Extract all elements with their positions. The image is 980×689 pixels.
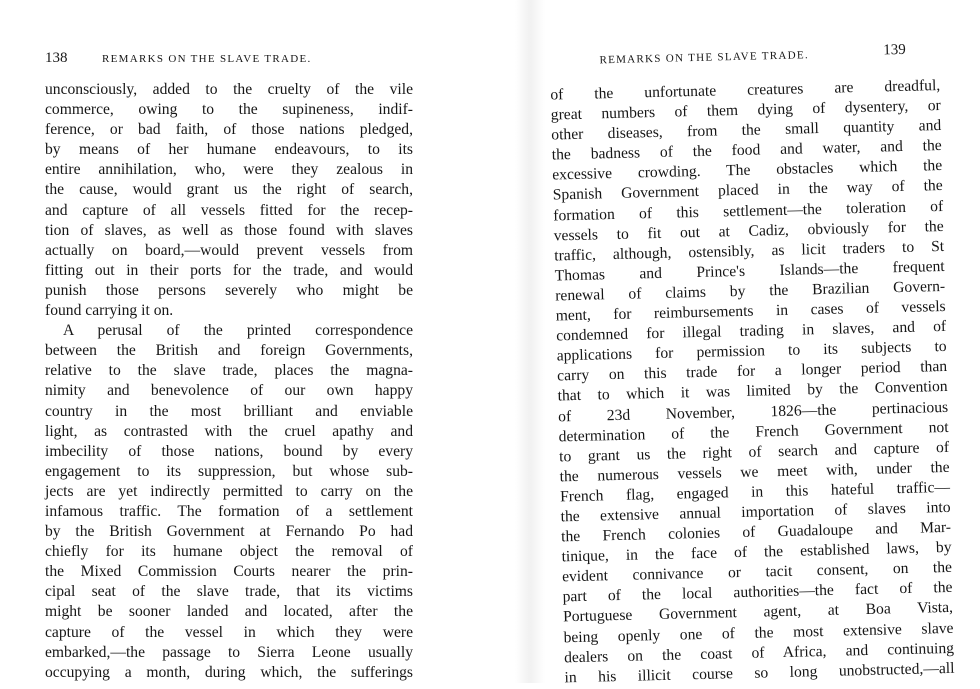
text-line: the extensive annual importation of slaves into (560, 498, 951, 526)
page-number-left: 138 (45, 50, 68, 66)
text-line: the French colonies of Guadaloupe and Mar- (560, 518, 952, 546)
text-line: jects are yet indirectly permitted to carry on the (45, 482, 413, 500)
text-line: determination of the French Government not (558, 418, 949, 446)
text-line: part of the local authorities—the fact of the (562, 579, 953, 606)
text-line: French flag, engaged in this hateful traffic— (559, 478, 951, 506)
text-line: found carrying it on. (45, 302, 174, 320)
text-line: Thomas and Prince's Islands—the frequent (554, 257, 945, 285)
text-line: of 23d November, 1826—the pertinacious (557, 398, 949, 425)
text-line: unconsciously, added to the cruelty of the vile (45, 81, 413, 98)
text-line: carry on this trade for a longer period than (556, 358, 948, 385)
text-line: might be sooner landed and located, after the (45, 603, 413, 621)
text-line: nimity and benevolence of our own happy (45, 382, 413, 400)
page-number-right: 139 (883, 41, 907, 59)
running-head-left: REMARKS ON THE SLAVE TRADE. (102, 53, 312, 65)
text-line: by means of her humane endeavours, to its (45, 141, 413, 159)
text-line: ference, or bad faith, of those nations pledged, (45, 121, 413, 139)
text-line: actually on board,—would prevent vessels from (45, 241, 413, 259)
text-line: dealers on the coast of Africa, and continuing (563, 639, 955, 666)
text-line: tion of slaves, as well as those found with slaves (45, 221, 413, 239)
text-line: A perusal of the printed correspondence (63, 322, 413, 340)
text-line: the badness of the food and water, and the (551, 137, 942, 164)
body-text-right (550, 76, 955, 688)
text-line: that to which it was limited by the Convention (557, 378, 948, 405)
text-line: in his illicit course so long unobstructed,—all (564, 659, 955, 687)
text-line: commerce, owing to the supineness, indif- (45, 101, 413, 119)
text-line: great numbers of them dying of dysentery, or (550, 97, 941, 124)
text-line: applications for permission to its subjects to (556, 338, 947, 365)
body-text-left (45, 80, 413, 683)
text-line: infamous traffic. The formation of a settlement (45, 502, 413, 520)
text-line: the numerous vessels we meet with, under the (559, 458, 950, 486)
text-line: traffic, although, ostensibly, as licit traders to St (554, 237, 945, 265)
text-line: chiefly for its humane object the removal of (45, 543, 413, 561)
text-line: and capture of all vessels fitted for the recep- (45, 201, 413, 219)
text-line: tinique, in the face of the established laws, by (561, 539, 952, 566)
text-line: engagement to its suppression, but whose sub- (45, 462, 413, 480)
text-line: other diseases, from the small quantity and (551, 117, 942, 144)
text-line: country in the most brilliant and enviable (45, 402, 413, 420)
text-line: cipal seat of the slave trade, that its victims (45, 583, 413, 601)
text-line: imbecility of those nations, bound by every (45, 442, 413, 460)
text-line: condemned for illegal trading in slaves, and of (556, 318, 947, 345)
text-line: evident connivance or tacit consent, on the (561, 559, 953, 586)
text-line: being openly one of the most extensive slave (563, 619, 954, 646)
text-line: between the British and foreign Governments, (45, 342, 413, 360)
text-line: occupying a month, during which, the sufferings (45, 663, 413, 681)
text-line: the Mixed Commission Courts nearer the prin- (45, 563, 413, 581)
text-line: Spanish Government placed in the way of the (552, 177, 943, 204)
text-line: of the unfortunate creatures are dreadful, (550, 77, 941, 104)
text-line: by the British Government at Fernando Po had (45, 523, 413, 541)
text-line: to grant us the right of search and capture of (558, 438, 950, 466)
book-gutter (515, 0, 545, 683)
text-line: entire annihilation, who, were they zealous in (45, 161, 413, 179)
text-line: renewal of claims by the Brazilian Govern- (555, 277, 946, 305)
text-line: fitting out in their ports for the trade, and would (45, 261, 413, 279)
text-line: formation of this settlement—the toleration of (553, 197, 944, 225)
text-line: light, as contrasted with the cruel apathy and (45, 422, 413, 440)
text-line: Portuguese Government agent, at Boa Vista, (562, 599, 954, 626)
text-line: capture of the vessel in which they were (45, 623, 413, 641)
text-line: vessels to fit out at Cadiz, obviously for the (553, 217, 944, 245)
text-line: the cause, would grant us the right of search, (45, 181, 413, 199)
text-line: ment, for reimbursements in cases of vessels (555, 297, 946, 325)
running-head-right: REMARKS ON THE SLAVE TRADE. (599, 49, 810, 67)
text-line: embarked,—the passage to Sierra Leone usually (45, 643, 413, 661)
text-line: punish those persons severely who might be (45, 281, 413, 299)
text-line: excessive crowding. The obstacles which the (552, 157, 943, 184)
text-line: relative to the slave trade, places the magna- (45, 362, 413, 380)
